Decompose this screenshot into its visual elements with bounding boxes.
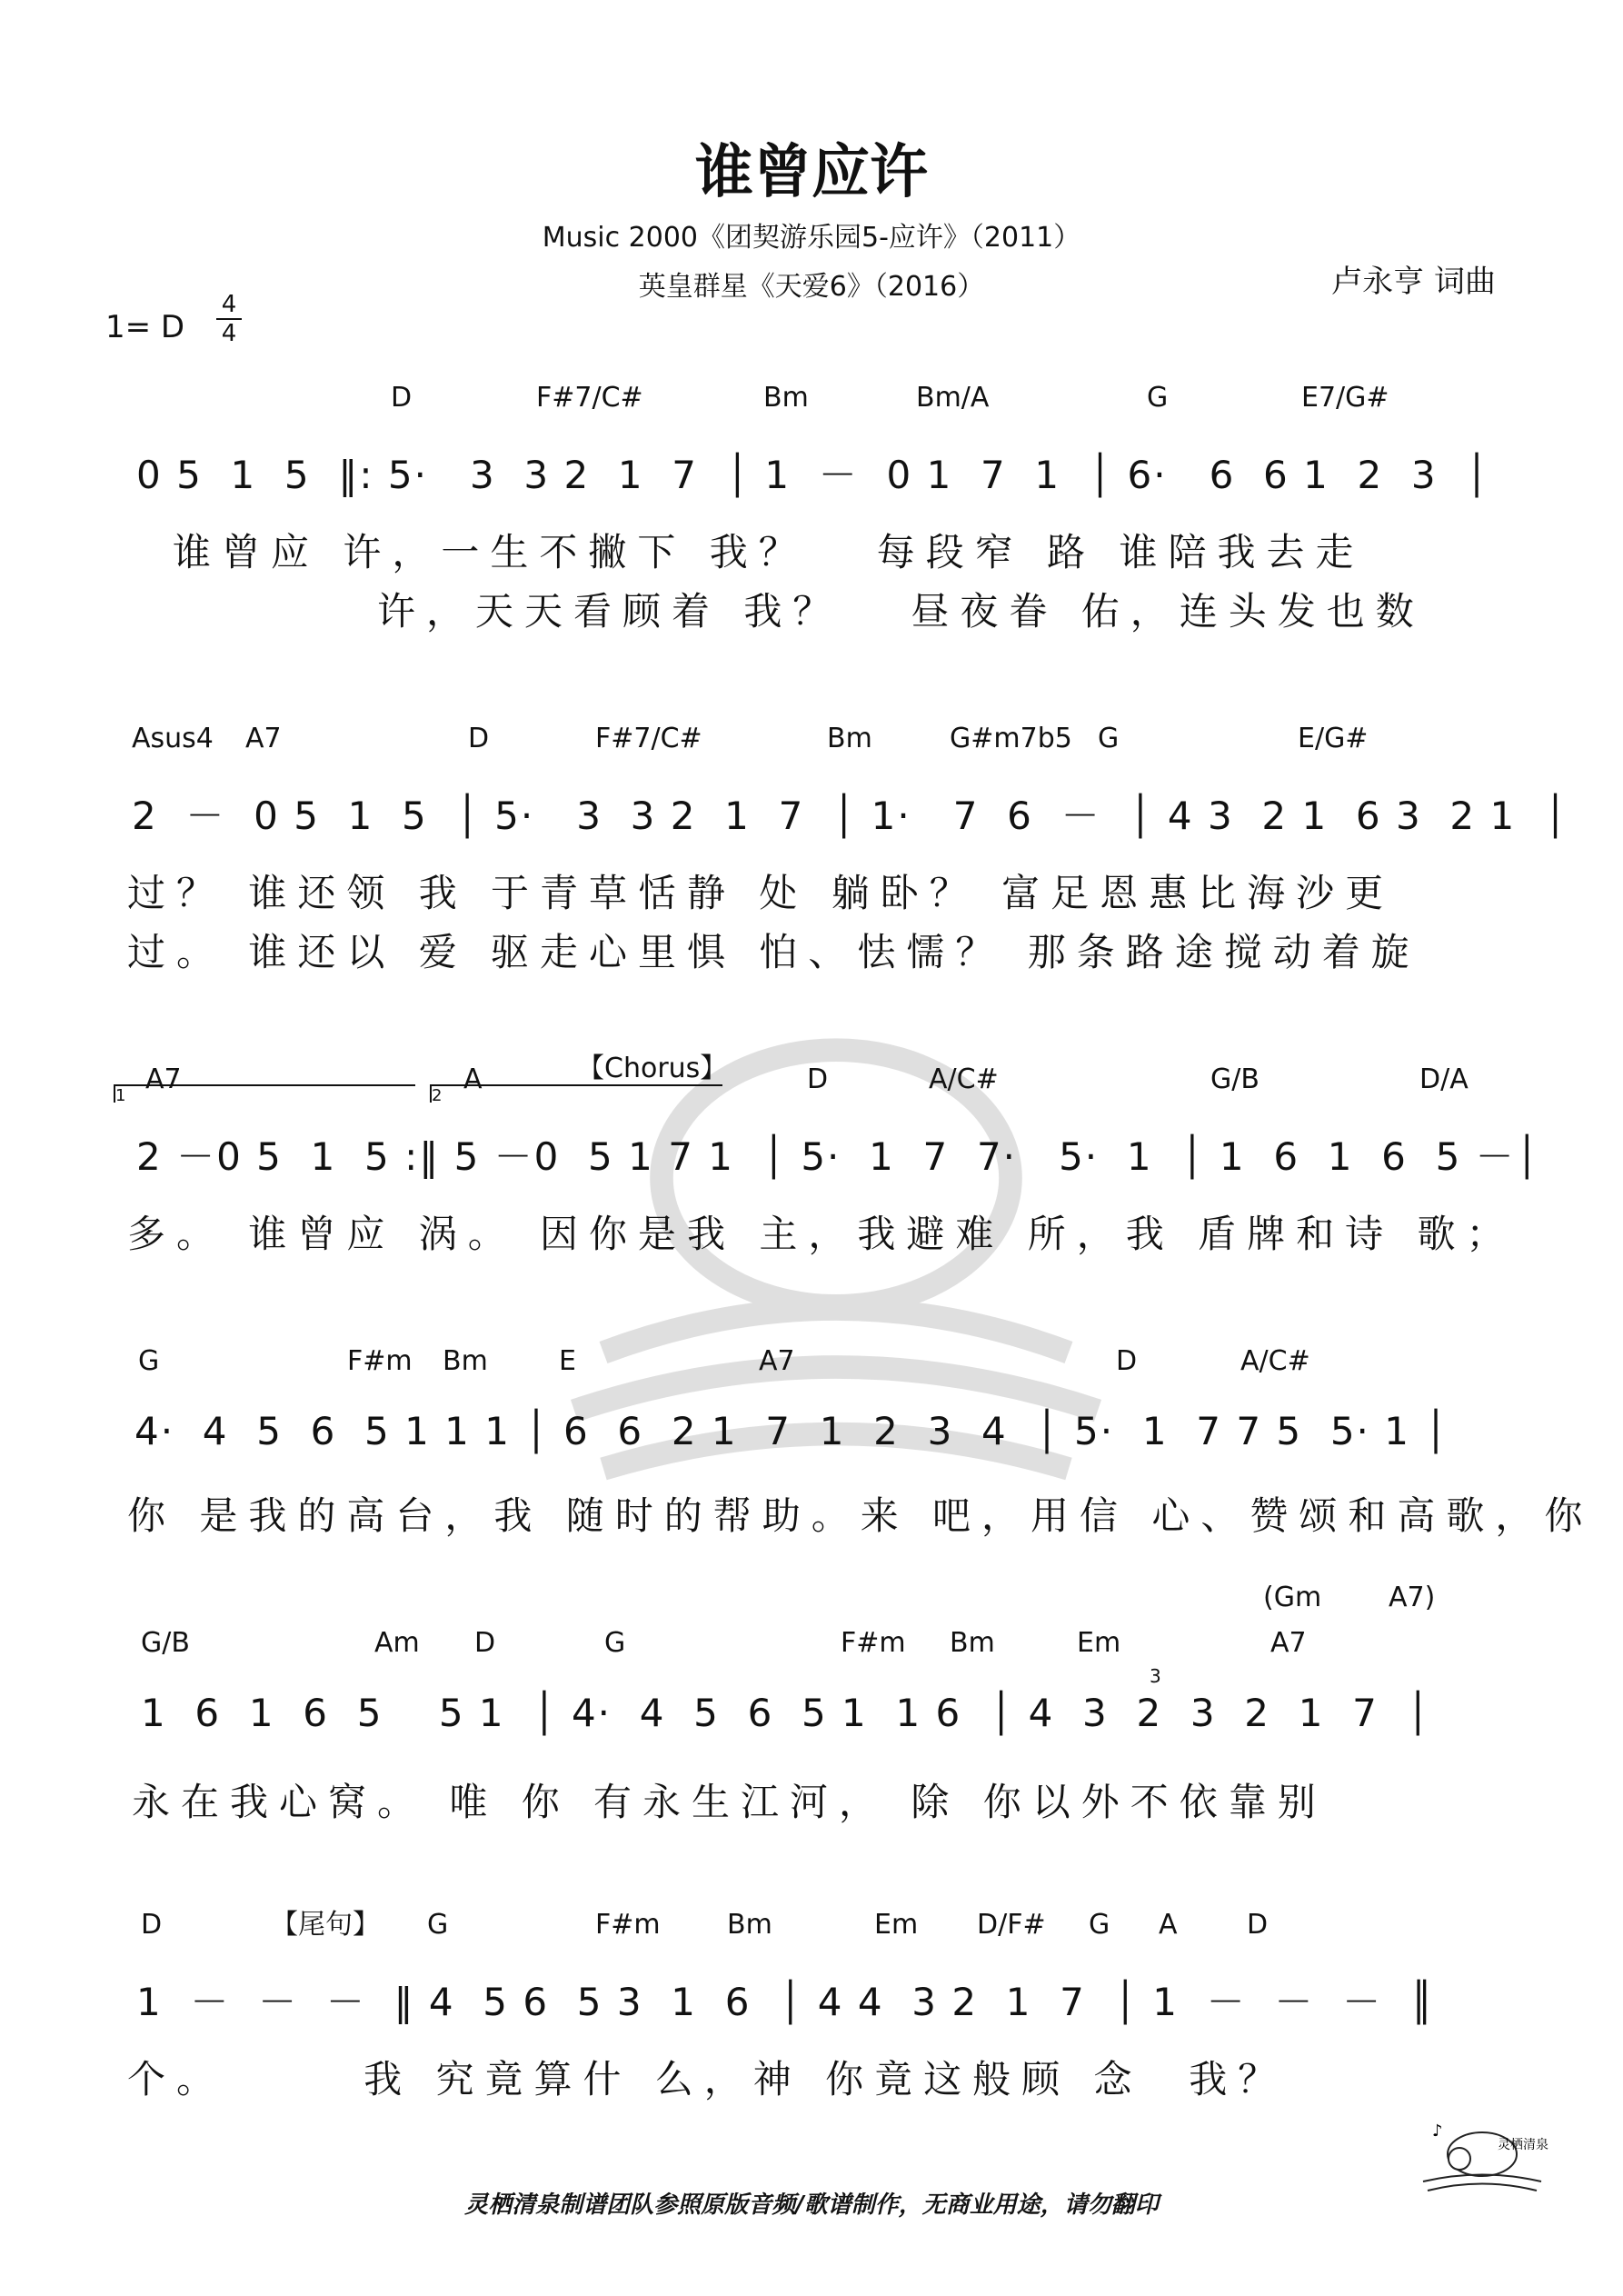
chord: Bm [950, 1627, 995, 1659]
chord: D [468, 723, 490, 754]
time-bottom: 4 [221, 320, 237, 347]
chord: D [141, 1909, 163, 1941]
chord: G [1147, 382, 1169, 414]
chord: A/C# [929, 1063, 999, 1095]
notation-line: 2 －0 5 1 5 :‖ 5 －0 5 1 7 1 │ 5· 1 7 7· 5· 1 │ 1 6 1 6 5 －│ [136, 1134, 1540, 1179]
notation-line: 1 6 1 6 5 5 1 │ 4· 4 5 6 5 1 1 6 │ 4 3 2 3 2 1 7 │ [141, 1691, 1431, 1735]
chord: D [1247, 1909, 1269, 1941]
chord: G [427, 1909, 449, 1941]
chord: A7 [759, 1345, 795, 1377]
lyric-verse-1: 你 是我的高台，我 随时的帮助。来 吧，用信 心、赞颂和高歌，你 [127, 1493, 1594, 1538]
chord: A7 [1270, 1627, 1307, 1659]
chord: F#m [347, 1345, 413, 1377]
lyric-verse-1: 过？ 谁还领 我 于青草恬静 处 躺卧？ 富足恩惠比海沙更 [127, 871, 1395, 915]
chord: A7 [245, 723, 282, 754]
lyric-verse-2: 过。 谁还以 爱 驱走心里惧 怕、怯懦？ 那条路途搅动着旋 [127, 930, 1420, 974]
subtitle-album-1: Music 2000《团契游乐园5-应许》（2011） [542, 222, 1081, 254]
chord: A [463, 1063, 483, 1095]
lyric-verse-2: 许，天天看顾着 我？ 昼夜眷 佑，连头发也数 [377, 589, 1425, 634]
chord: Bm/A [916, 382, 990, 414]
chord: G#m7b5 [950, 723, 1072, 754]
lyric-verse-1: 永在我心窝。 唯 你 有永生江河， 除 你以外不依靠别 [132, 1780, 1327, 1824]
chord: G [1098, 723, 1120, 754]
chord: Em [874, 1909, 919, 1941]
chord: D/F# [977, 1909, 1046, 1941]
triplet-mark: 3 [1150, 1665, 1161, 1687]
author-credit: 卢永亨 词曲 [1331, 264, 1496, 300]
notation-line: 4· 4 5 6 5 1 1 1 │ 6 6 2 1 7 1 2 3 4 │ 5· 1 7 7 5 5· 1 │ [134, 1409, 1449, 1453]
chord: E/G# [1298, 723, 1369, 754]
chord: Bm [727, 1909, 772, 1941]
chord: D [807, 1063, 829, 1095]
chord: G [138, 1345, 160, 1377]
chord: Bm [443, 1345, 488, 1377]
chord: G/B [1210, 1063, 1260, 1095]
lyric-verse-1: 谁曾应 许，一生不撇下 我？ 每段窄 路 谁陪我去走 [173, 530, 1365, 574]
chord: D/A [1419, 1063, 1469, 1095]
chord-paren: (Gm [1263, 1582, 1322, 1613]
key-signature: 1= D [105, 309, 185, 345]
chord-paren: A7) [1389, 1582, 1436, 1613]
notation-line: 0 5 1 5 ‖: 5· 3 3 2 1 7 │ 1 － 0 1 7 1 │ 6· 6 6 1 2 3 │ [136, 453, 1490, 497]
chord: D [391, 382, 413, 414]
volta-number: 2 [432, 1086, 443, 1105]
chord: F#m [595, 1909, 661, 1941]
chord: E [559, 1345, 576, 1377]
chorus-section-label: 【Chorus】 [577, 1053, 728, 1084]
chord: A/C# [1240, 1345, 1310, 1377]
chord: Em [1077, 1627, 1121, 1659]
footer-notice: 灵栖清泉制谱团队参照原版音频/歌谱制作，无商业用途，请勿翻印 [464, 2191, 1159, 2219]
coda-section-label: 【尾句】 [271, 1909, 380, 1941]
chord: D [1116, 1345, 1138, 1377]
subtitle-album-2: 英皇群星《天爱6》（2016） [638, 271, 985, 303]
lyric-verse-1: 个。 我 究竟算什 么，神 你竟这般顾 念 我？ [127, 2057, 1288, 2101]
notation-line: 2 － 0 5 1 5 │ 5· 3 3 2 1 7 │ 1· 7 6 － │ 4 3 2 1 6 3 2 1 │ [132, 794, 1569, 838]
chord: Am [374, 1627, 420, 1659]
volta-number: 1 [115, 1086, 126, 1105]
chord: G [1089, 1909, 1110, 1941]
chord: F#7/C# [595, 723, 702, 754]
logo-text: 灵栖清泉 [1498, 2138, 1548, 2152]
chord: Bm [763, 382, 809, 414]
chord: A [1159, 1909, 1178, 1941]
lyric-verse-1: 多。 谁曾应 涡。 因你是我 主，我避难 所，我 盾牌和诗 歌； [127, 1212, 1516, 1256]
svg-text:♪: ♪ [1432, 2121, 1443, 2141]
chord: G [604, 1627, 626, 1659]
chord: Asus4 [132, 723, 214, 754]
chord: Bm [827, 723, 872, 754]
chord: F#m [841, 1627, 906, 1659]
chord: D [474, 1627, 496, 1659]
sheep-logo-icon [1414, 2109, 1550, 2200]
song-title: 谁曾应许 [695, 139, 928, 206]
chord: G/B [141, 1627, 190, 1659]
chord: A7 [145, 1063, 182, 1095]
time-top: 4 [221, 291, 237, 318]
chord: F#7/C# [536, 382, 643, 414]
notation-line: 1 － － － ‖ 4 5 6 5 3 1 6 │ 4 4 3 2 1 7 │ 1 － － － ║ [136, 1980, 1436, 2024]
time-signature [216, 293, 242, 345]
chord: E7/G# [1301, 382, 1389, 414]
